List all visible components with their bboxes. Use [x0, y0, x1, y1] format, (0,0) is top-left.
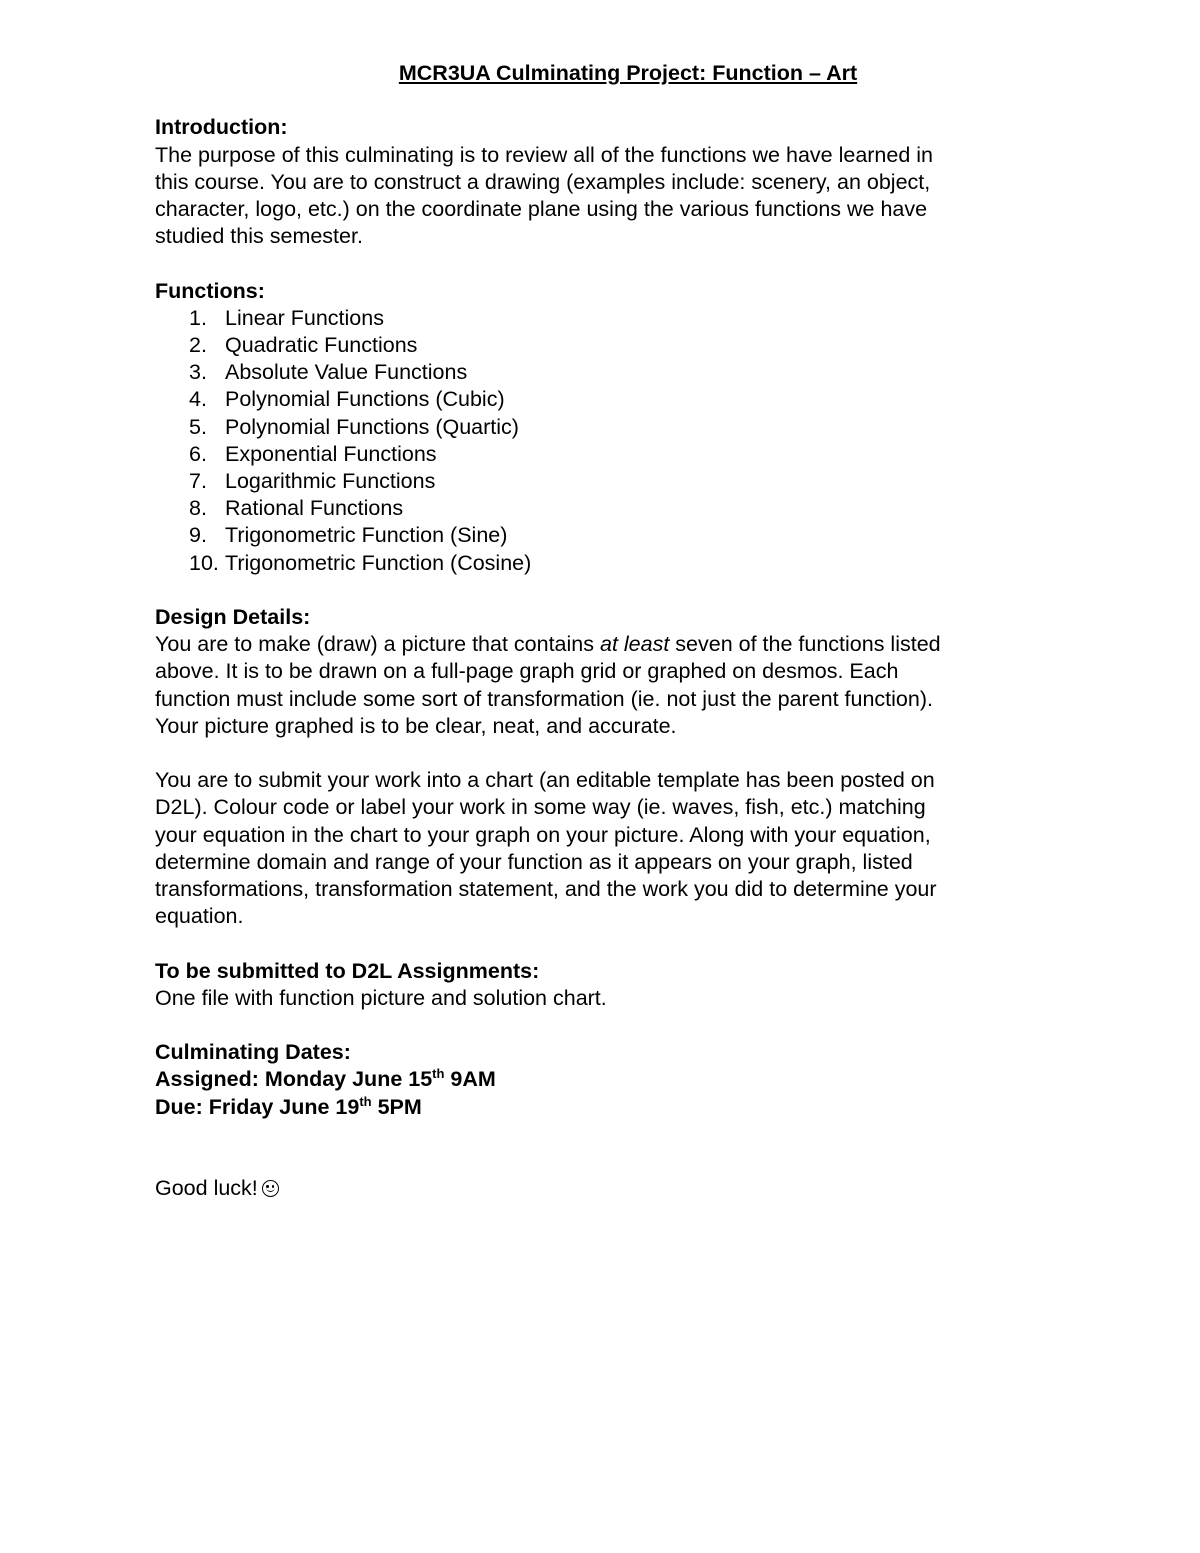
list-item-label: Trigonometric Function (Sine) [225, 523, 508, 548]
functions-section [155, 278, 1035, 577]
submission-section [155, 958, 1035, 1012]
spacer [155, 1012, 1035, 1039]
design-details-line: function must include some sort of transformation (ie. not just the parent function). [155, 686, 933, 711]
list-item-number: 1. [189, 305, 207, 330]
spacer [155, 250, 1035, 277]
smiley-face-icon [262, 1180, 279, 1197]
list-item-number: 10. [189, 550, 219, 575]
design-details-section [155, 604, 1035, 930]
list-item-label: Trigonometric Function (Cosine) [225, 550, 532, 575]
introduction-heading: Introduction: [155, 115, 288, 140]
design-details-line: You are to submit your work into a chart (an editable template has been posted on [155, 768, 935, 793]
document-title: MCR3UA Culminating Project: Function – Art [398, 61, 858, 85]
list-item-number: 3. [189, 360, 207, 385]
design-details-line: transformations, transformation statement, and the work you did to determine your [155, 877, 937, 902]
list-item [155, 522, 1035, 549]
list-item-label: Linear Functions [225, 305, 384, 330]
design-details-line: D2L). Colour code or label your work in some way (ie. waves, fish, etc.) matching [155, 795, 926, 820]
dates-heading: Culminating Dates: [155, 1040, 351, 1065]
list-item-label: Quadratic Functions [225, 333, 418, 357]
list-item-number: 7. [189, 469, 207, 494]
list-item-label: Logarithmic Functions [225, 469, 436, 494]
spacer [155, 577, 1035, 604]
spacer [155, 1121, 1035, 1148]
introduction-line: this course. You are to construct a drawing (examples include: scenery, an object, [155, 169, 931, 194]
design-details-line: You are to make (draw) a picture that contains at least seven of the functions listed [155, 632, 941, 657]
due-date: Due: Friday June 19th 5PM [155, 1093, 422, 1119]
spacer [155, 87, 1035, 114]
list-item [155, 495, 1035, 522]
list-item [155, 305, 1035, 332]
introduction-line: The purpose of this culminating is to review all of the functions we have learned in [155, 142, 934, 167]
design-details-heading: Design Details: [155, 605, 311, 630]
list-item [155, 441, 1035, 468]
list-item [155, 550, 1035, 577]
introduction-section [155, 114, 1035, 250]
design-details-line: determine domain and range of your function as it appears on your graph, listed [155, 849, 913, 874]
list-item-label: Polynomial Functions (Quartic) [225, 414, 519, 439]
spacer [155, 930, 1035, 957]
list-item [155, 414, 1035, 441]
spacer [155, 1148, 1035, 1175]
list-item [155, 332, 1035, 359]
submission-text: One file with function picture and solution chart. [155, 985, 607, 1010]
design-details-line: above. It is to be drawn on a full-page graph grid or graphed on desmos. Each [155, 659, 899, 684]
list-item-label: Absolute Value Functions [225, 360, 468, 385]
design-details-line: Your picture graphed is to be clear, neat, and accurate. [155, 713, 677, 738]
emphasis-text: at least [599, 632, 670, 657]
spacer [155, 740, 1035, 767]
list-item-number: 4. [189, 387, 207, 412]
list-item-number: 9. [189, 523, 207, 548]
functions-heading: Functions: [155, 278, 265, 303]
title-container [188, 60, 1068, 87]
introduction-line: character, logo, etc.) on the coordinate plane using the various functions we have [155, 197, 928, 221]
list-item [155, 386, 1035, 413]
design-details-line: your equation in the chart to your graph on your picture. Along with your equation, [155, 822, 931, 847]
list-item-number: 2. [189, 333, 207, 357]
list-item [155, 468, 1035, 495]
list-item-number: 6. [189, 441, 207, 466]
introduction-line: studied this semester. [155, 224, 363, 249]
closing-text: Good luck! [155, 1175, 1035, 1202]
dates-section [155, 1039, 1035, 1121]
list-item-number: 8. [189, 496, 207, 521]
list-item-label: Exponential Functions [225, 441, 437, 466]
list-item-label: Rational Functions [225, 496, 404, 521]
list-item-number: 5. [189, 414, 207, 439]
document-page [155, 60, 1035, 1202]
list-item-label: Polynomial Functions (Cubic) [225, 387, 505, 412]
assigned-date: Assigned: Monday June 15th 9AM [155, 1066, 496, 1092]
list-item [155, 359, 1035, 386]
functions-list [155, 305, 1035, 577]
design-details-line: equation. [155, 904, 244, 929]
submission-heading: To be submitted to D2L Assignments: [155, 958, 540, 983]
